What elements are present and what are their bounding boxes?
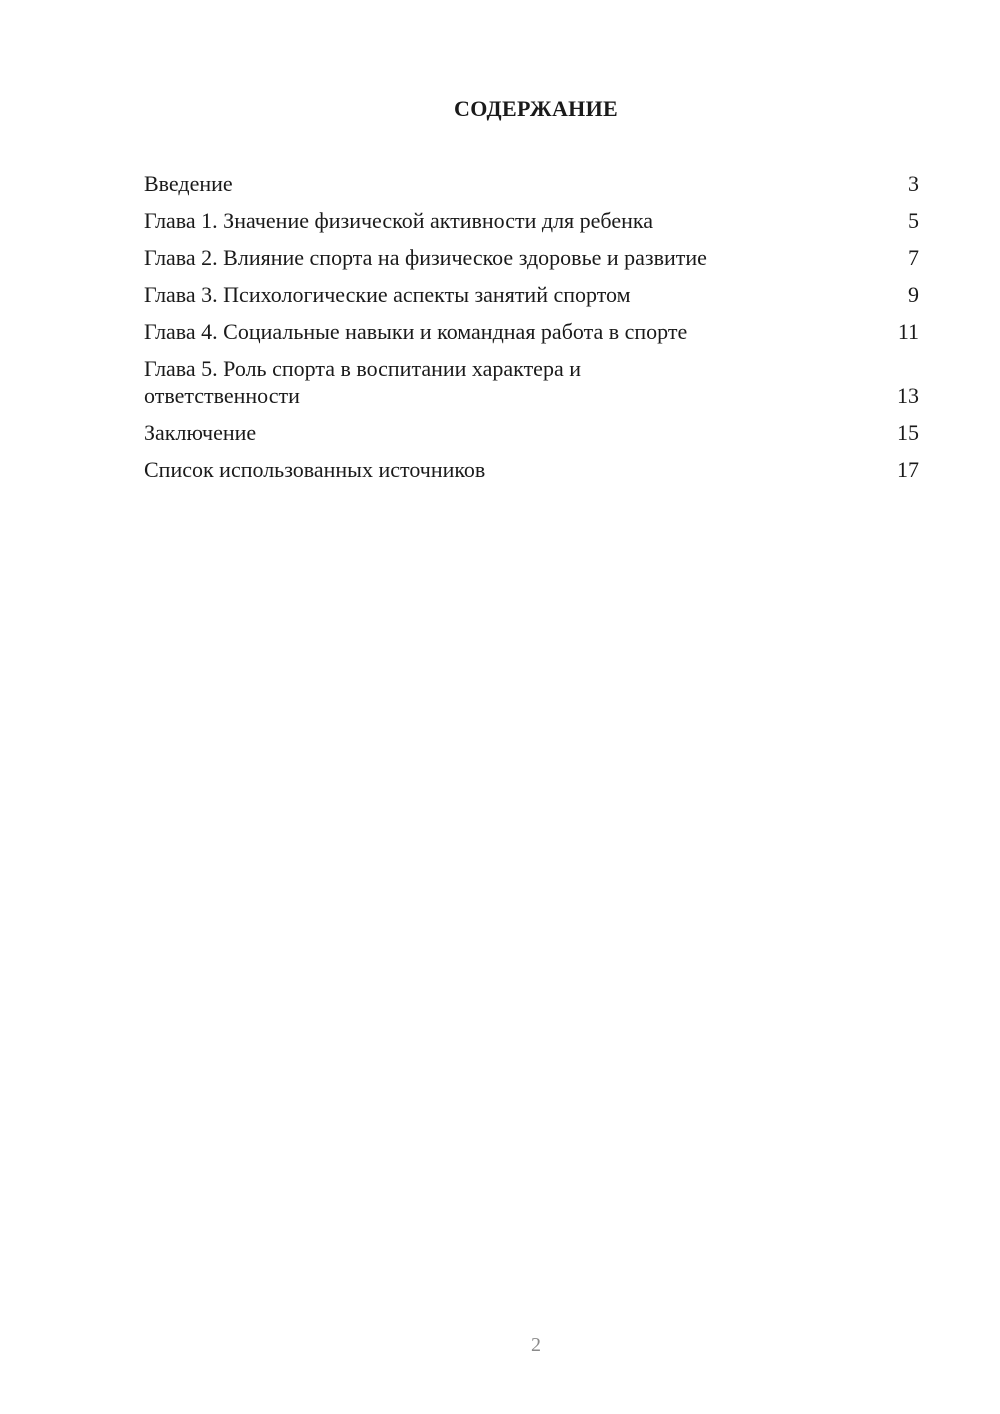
toc-entry-label: Глава 2. Влияние спорта на физическое здоровье и развитие [144,245,707,270]
toc-entry-chapter-5 [144,355,919,409]
toc-entry-label: Глава 5. Роль спорта в воспитании характера и ответственности [144,356,581,408]
toc-entry-label: Заключение [144,420,257,445]
toc-entry-references [144,456,919,483]
toc-entry-page: 13 [897,383,919,408]
toc-entry-chapter-3 [144,281,919,308]
page-number: 2 [531,1334,541,1356]
toc-entry-page: 7 [908,245,919,270]
toc-entry-label: Глава 3. Психологические аспекты занятий спортом [144,282,631,307]
table-of-contents [144,170,919,493]
toc-entry-page: 17 [897,457,919,482]
toc-entry-label: Глава 1. Значение физической активности для ребенка [144,208,653,233]
toc-entry-page: 15 [897,420,919,445]
toc-entry-chapter-1 [144,207,919,234]
toc-entry-conclusion [144,419,919,446]
toc-entry-page: 5 [908,208,919,233]
toc-entry-label: Глава 4. Социальные навыки и командная работа в спорте [144,319,688,344]
toc-entry-introduction [144,170,919,197]
toc-entry-page: 11 [897,319,919,344]
toc-entry-label: Список использованных источников [144,457,486,482]
toc-entry-chapter-2 [144,244,919,271]
toc-entry-page: 3 [908,171,919,196]
toc-entry-chapter-4 [144,318,919,345]
toc-entry-label: Введение [144,171,233,196]
toc-heading: СОДЕРЖАНИЕ [454,96,618,121]
toc-entry-page: 9 [908,282,919,307]
